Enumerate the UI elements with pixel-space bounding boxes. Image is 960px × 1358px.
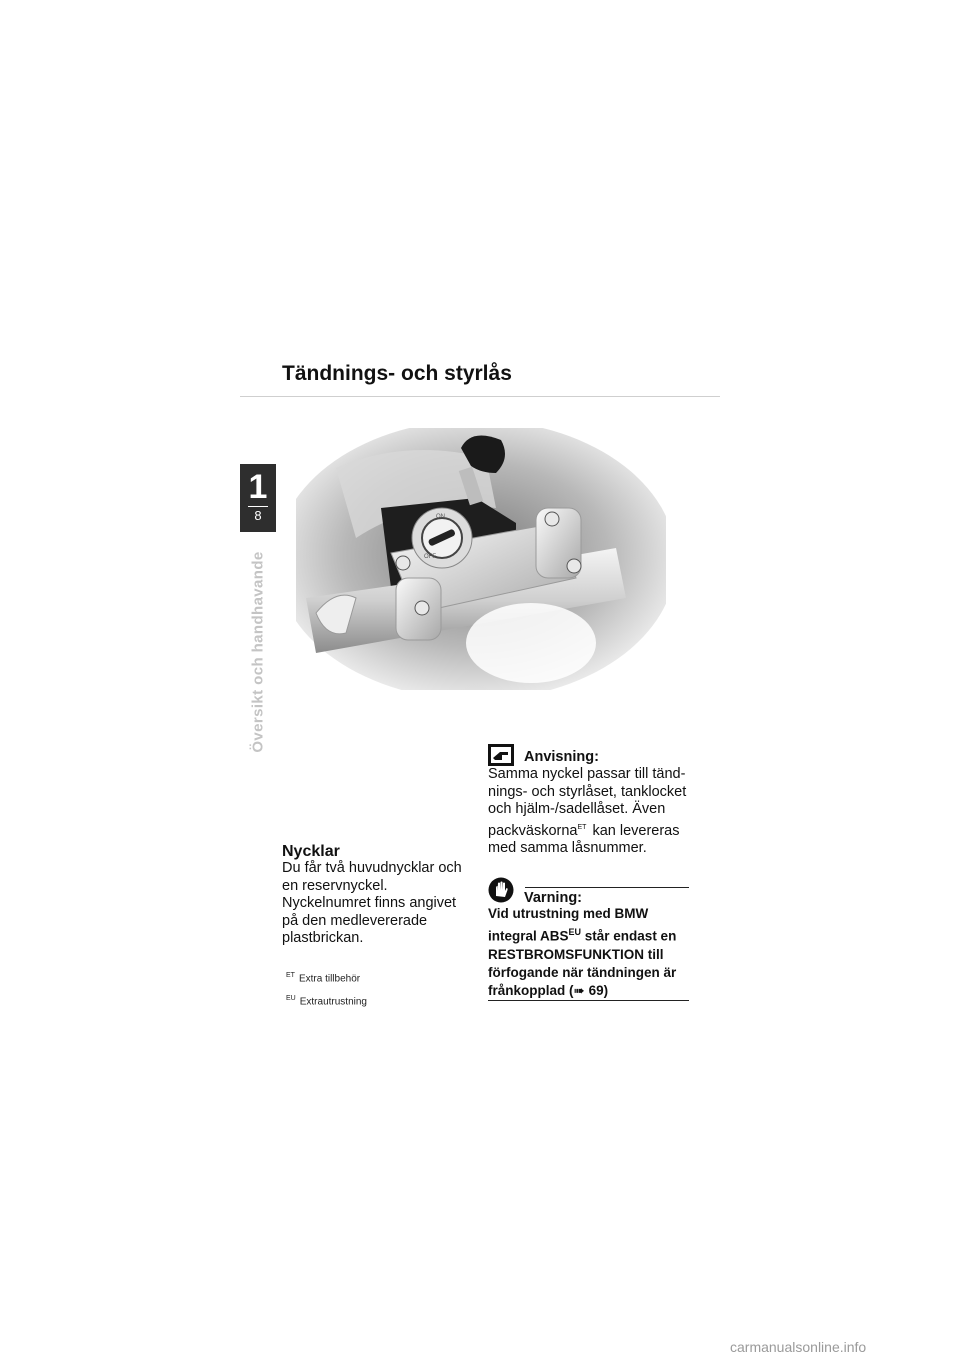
screw-icon: [396, 556, 410, 570]
chapter-number: 1: [248, 468, 268, 506]
arrow-icon: ➠: [573, 982, 585, 998]
footnote-mark: ET: [286, 972, 295, 979]
keys-heading: Nycklar: [282, 843, 340, 860]
footnotes: [286, 966, 367, 1013]
ignition-lock-illustration: [296, 428, 666, 690]
warning-block: [488, 877, 693, 1000]
warning-text: Vid utrustning med BMW integral ABS: [488, 906, 649, 944]
lock-off-label: OFF: [424, 554, 436, 560]
note-text-continued: kan levereras med samma låsnummer.: [488, 822, 680, 856]
footnote-item: [286, 966, 367, 989]
footnote-item: [286, 989, 367, 1012]
watermark: carmanualsonline.info: [730, 1339, 867, 1355]
keys-body: Du får två huvudnycklar och en reservnyckel. Nyckelnumret finns angivet på den medlevererade plastbrickan.: [282, 860, 462, 946]
page-reference: 69): [584, 982, 609, 998]
warning-rule-bottom: [488, 1000, 689, 1001]
footnote-text: Extrautrustning: [299, 996, 367, 1008]
note-block: [488, 744, 688, 857]
lock-on-label: ON: [436, 514, 445, 520]
screw-icon: [545, 512, 559, 526]
chapter-tab: [240, 464, 276, 532]
title-divider: [240, 396, 720, 397]
screw-icon: [567, 559, 581, 573]
chapter-tab-divider: [248, 506, 268, 507]
warning-mark: EU: [568, 927, 582, 937]
warning-text-continued: står endast en RESTBROMSFUNKTION till förfogande när tändningen är frånkopplad (: [488, 928, 677, 998]
warning-heading: Varning:: [524, 890, 583, 906]
footnote-text: Extra tillbehör: [298, 973, 361, 985]
note-body: [488, 766, 688, 857]
note-heading: Anvisning:: [524, 749, 599, 765]
screw-icon: [415, 601, 429, 615]
footnote-mark: EU: [286, 995, 296, 1003]
note-hand-icon: [488, 744, 514, 766]
page-number: 8: [254, 508, 262, 523]
ignition-cylinder: [412, 508, 472, 568]
background-shading: [466, 603, 596, 683]
warning-body: [488, 905, 693, 1000]
chapter-side-label: Översikt och handhavande: [249, 551, 267, 753]
page-title: Tändnings- och styrlås: [282, 362, 512, 385]
warning-hand-icon: [488, 877, 514, 903]
note-mark: ET: [577, 823, 587, 831]
note-text: Samma nyckel passar till tänd-nings- och styrlåset, tanklocket och hjälm-/sadellåset. Även packväskorna: [488, 766, 687, 839]
